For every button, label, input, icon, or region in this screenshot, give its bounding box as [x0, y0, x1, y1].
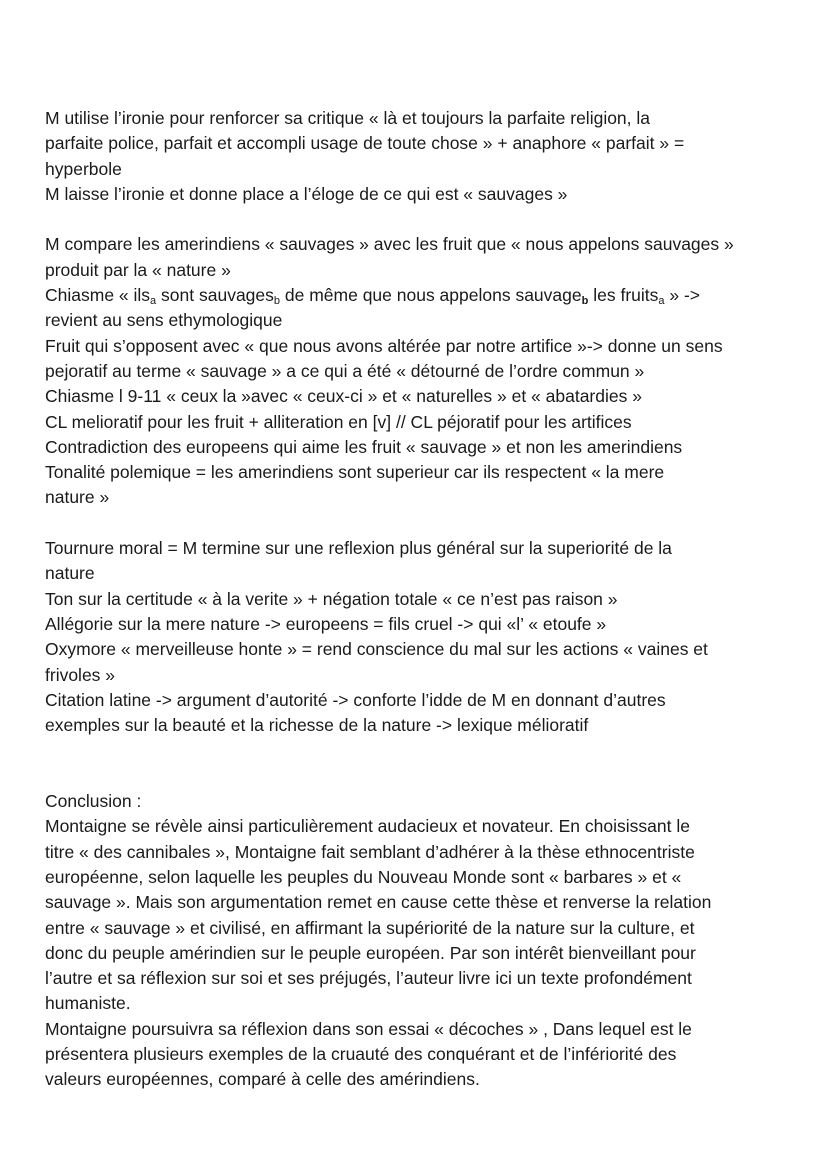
- subscript-marker: b: [581, 295, 589, 308]
- text-line: Tournure moral = M termine sur une reflexion plus général sur la superiorité de la: [45, 538, 672, 559]
- text-line: parfaite police, parfait et accompli usage de toute chose » + anaphore « parfait » =: [45, 133, 685, 154]
- text-line: M compare les amerindiens « sauvages » avec les fruit que « nous appelons sauvages »: [45, 234, 734, 255]
- text-line: hyperbole: [45, 158, 122, 179]
- text-line: Montaigne poursuivra sa réflexion dans son essai « décoches » , Dans lequel est le: [45, 1018, 692, 1039]
- subscript-marker: a: [150, 295, 157, 308]
- text-line: exemples sur la beauté et la richesse de la nature -> lexique mélioratif: [45, 715, 589, 736]
- document-page: [45, 106, 790, 1093]
- chiasme-line: [45, 283, 790, 308]
- paragraph-spacer: [45, 511, 790, 536]
- text-line: Chiasme l 9-11 « ceux la »avec « ceux-ci » et « naturelles » et « abatardies »: [45, 386, 642, 407]
- chiasme-text: de même que nous appelons sauvage: [280, 285, 582, 306]
- subscript-marker: a: [658, 295, 665, 308]
- subscript-marker: b: [273, 295, 281, 308]
- chiasme-text: Chiasme « ils: [45, 285, 151, 306]
- chiasme-text: les fruits: [588, 285, 659, 306]
- text-line: entre « sauvage » et civilisé, en affirmant la supériorité de la nature sur la culture, et: [45, 917, 695, 938]
- text-line: Tonalité polemique = les amerindiens sont superieur car ils respectent « la mere: [45, 462, 665, 483]
- text-line: frivoles »: [45, 664, 116, 685]
- paragraph-ironie: [45, 106, 790, 207]
- text-line: Fruit qui s’opposent avec « que nous avons altérée par notre artifice »-> donne un sens: [45, 335, 723, 356]
- conclusion-heading: Conclusion :: [45, 791, 142, 812]
- text-line: nature: [45, 563, 95, 584]
- text-line: humaniste.: [45, 993, 131, 1014]
- text-line: valeurs européennes, comparé à celle des amérindiens.: [45, 1069, 480, 1090]
- text-line: titre « des cannibales », Montaigne fait semblant d’adhérer à la thèse ethnocentriste: [45, 841, 695, 862]
- text-line: donc du peuple amérindien sur le peuple européen. Par son intérêt bienveillant pour: [45, 942, 696, 963]
- text-line: produit par la « nature »: [45, 259, 231, 280]
- paragraph-comparaison: [45, 232, 790, 510]
- paragraph-tournure-morale: [45, 536, 790, 738]
- text-line: M utilise l’ironie pour renforcer sa critique « là et toujours la parfaite religion, la: [45, 108, 651, 128]
- text-line: revient au sens ethymologique: [45, 310, 283, 331]
- text-line: CL melioratif pour les fruit + alliteration en [v] // CL péjoratif pour les artifices: [45, 411, 632, 432]
- text-line: Oxymore « merveilleuse honte » = rend conscience du mal sur les actions « vaines et: [45, 639, 708, 660]
- text-line: pejoratif au terme « sauvage » a ce qui a été « détourné de l’ordre commun »: [45, 360, 645, 381]
- text-line: M laisse l’ironie et donne place a l’éloge de ce qui est « sauvages »: [45, 183, 568, 204]
- section-spacer: [45, 738, 790, 789]
- text-line: Ton sur la certitude « à la verite » + négation totale « ce n’est pas raison »: [45, 588, 618, 609]
- text-line: Montaigne se révèle ainsi particulièrement audacieux et novateur. En choisissant le: [45, 816, 690, 837]
- chiasme-text: » ->: [664, 285, 701, 306]
- text-line: l’autre et sa réflexion sur soi et ses préjugés, l’auteur livre ici un texte profondément: [45, 968, 692, 989]
- chiasme-text: sont sauvages: [156, 285, 274, 306]
- text-line: sauvage ». Mais son argumentation remet en cause cette thèse et renverse la relation: [45, 892, 712, 913]
- text-line: Allégorie sur la mere nature -> europeens = fils cruel -> qui «l’ « etoufe »: [45, 613, 607, 634]
- text-line: européenne, selon laquelle les peuples du Nouveau Monde sont « barbares » et «: [45, 866, 682, 887]
- text-line: Citation latine -> argument d’autorité -> conforte l’idde de M en donnant d’autres: [45, 689, 666, 710]
- conclusion-section: [45, 789, 790, 1093]
- paragraph-spacer: [45, 207, 790, 232]
- text-line: présentera plusieurs exemples de la cruauté des conquérant et de l’infériorité des: [45, 1043, 677, 1064]
- text-line: Contradiction des europeens qui aime les fruit « sauvage » et non les amerindiens: [45, 436, 683, 457]
- text-line: nature »: [45, 487, 110, 508]
